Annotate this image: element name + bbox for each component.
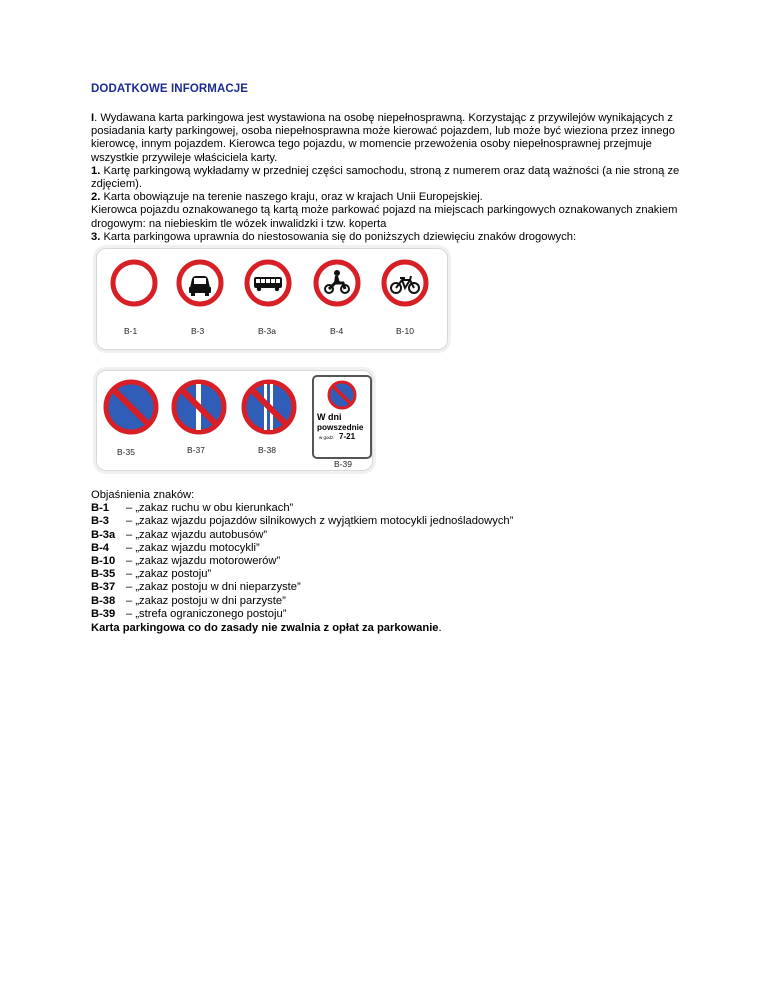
car-icon — [176, 259, 224, 307]
explanation-code: B-3 — [91, 515, 110, 528]
explanation-code: B-37 — [91, 581, 116, 594]
explanation-row — [91, 568, 513, 581]
explanation-text: – „zakaz postoju w dni nieparzyste” — [126, 581, 301, 594]
closing-text: Karta parkingowa co do zasady nie zwalnia z opłat za parkowanie — [91, 622, 439, 634]
explanation-text: – „zakaz wjazdu motocykli” — [126, 541, 260, 554]
explanation-text: – „zakaz wjazdu motorowerów” — [126, 555, 281, 568]
sign-code-b3a: B-3a — [258, 326, 276, 336]
closing-note — [91, 622, 442, 634]
explanation-row — [91, 581, 513, 594]
point-2-number: 2. — [91, 191, 101, 204]
explanation-row — [91, 595, 513, 608]
point-2b-text: Kierowca pojazdu oznakowanego tą kartą może parkować pojazd na miejscach parkingowych oznakowanych znakiem drogowym: na niebieskim tle wózek inwalidzki i tzw. koperta — [91, 204, 678, 230]
explanation-row — [91, 542, 513, 555]
sign-code-b4: B-4 — [330, 326, 344, 336]
explanation-text: – „zakaz wjazdu autobusów” — [126, 528, 268, 541]
explanation-text: – „zakaz postoju w dni parzyste” — [126, 594, 286, 607]
explanation-row — [91, 515, 513, 528]
no-parking-icon — [103, 379, 159, 435]
explanation-text: – „zakaz postoju” — [126, 568, 212, 581]
point-1-number: 1. — [91, 164, 101, 177]
explanation-text: – „zakaz ruchu w obu kierunkach” — [126, 502, 294, 515]
limited-parking-zone-icon — [312, 375, 372, 459]
explanation-row — [91, 529, 513, 542]
bus-icon — [244, 259, 292, 307]
explanation-row — [91, 555, 513, 568]
no-parking-mini-icon — [327, 380, 357, 410]
sign-code-b37: B-37 — [187, 445, 205, 455]
sign-code-b39: B-39 — [334, 459, 352, 469]
intro-text-block — [91, 112, 691, 244]
sign-code-b38: B-38 — [258, 445, 276, 455]
explanation-code: B-39 — [91, 607, 116, 620]
no-parking-odd-days-icon — [171, 379, 227, 435]
empty-circle-icon — [110, 259, 158, 307]
sign-code-b3: B-3 — [191, 326, 205, 336]
explanation-row — [91, 608, 513, 621]
page-title: DODATKOWE INFORMACJE — [91, 83, 249, 95]
explanation-code: B-35 — [91, 568, 116, 581]
signs-panel-prohibition — [96, 248, 448, 350]
explanation-code: B-1 — [91, 502, 110, 515]
explanation-code: B-10 — [91, 555, 116, 568]
explanation-code: B-3a — [91, 528, 116, 541]
zone-panel-hours: 7-21 — [339, 432, 356, 441]
no-parking-even-days-icon — [241, 379, 297, 435]
point-1-text: Kartę parkingową wykładamy w przedniej części samochodu, stroną z numerem oraz datą ważności (a nie stroną ze zdjęciem). — [91, 164, 680, 191]
explanations-title: Objaśnienia znaków: — [91, 489, 195, 501]
sign-code-b35: B-35 — [117, 447, 135, 457]
closing-end: . — [438, 622, 442, 634]
moped-icon — [381, 259, 429, 307]
explanation-text: – „zakaz wjazdu pojazdów silnikowych z wyjątkiem motocykli jednośladowych” — [126, 515, 514, 528]
point-2-text: Karta obowiązuje na terenie naszego kraju, oraz w krajach Unii Europejskiej. — [100, 191, 483, 204]
intro-text: . Wydawana karta parkingowa jest wystawiona na osobę niepełnosprawną. Korzystając z przywilejów wynikających z posiadania karty parkingowej, osoba niepełnosprawna może kierować pojazdem, lub może być wieziona przez innego kierowcę, innym pojazdem. Kierowca tego pojazdu, w momencie przewożenia osoby niepełnosprawnej przejmuje wszystkie przywileje właściciela karty. — [91, 112, 675, 164]
zone-panel-line1: W dni — [317, 412, 342, 422]
motorcycle-icon — [313, 259, 361, 307]
sign-code-b1: B-1 — [124, 326, 138, 336]
explanation-text: – „strefa ograniczonego postoju” — [126, 607, 287, 620]
signs-panel-parking — [96, 370, 373, 471]
intro-lead: I — [91, 112, 95, 124]
explanations-list — [91, 489, 513, 621]
explanation-code: B-38 — [91, 594, 116, 607]
sign-code-b10: B-10 — [396, 326, 414, 336]
explanation-row — [91, 502, 513, 515]
zone-panel-line2: powszednie — [317, 423, 364, 432]
point-3-number: 3. — [91, 230, 101, 243]
zone-panel-small: w godz. — [319, 435, 335, 440]
explanation-code: B-4 — [91, 541, 110, 554]
point-3-text: Karta parkingowa uprawnia do niestosowania się do poniższych dziewięciu znaków drogowych: — [100, 230, 577, 243]
